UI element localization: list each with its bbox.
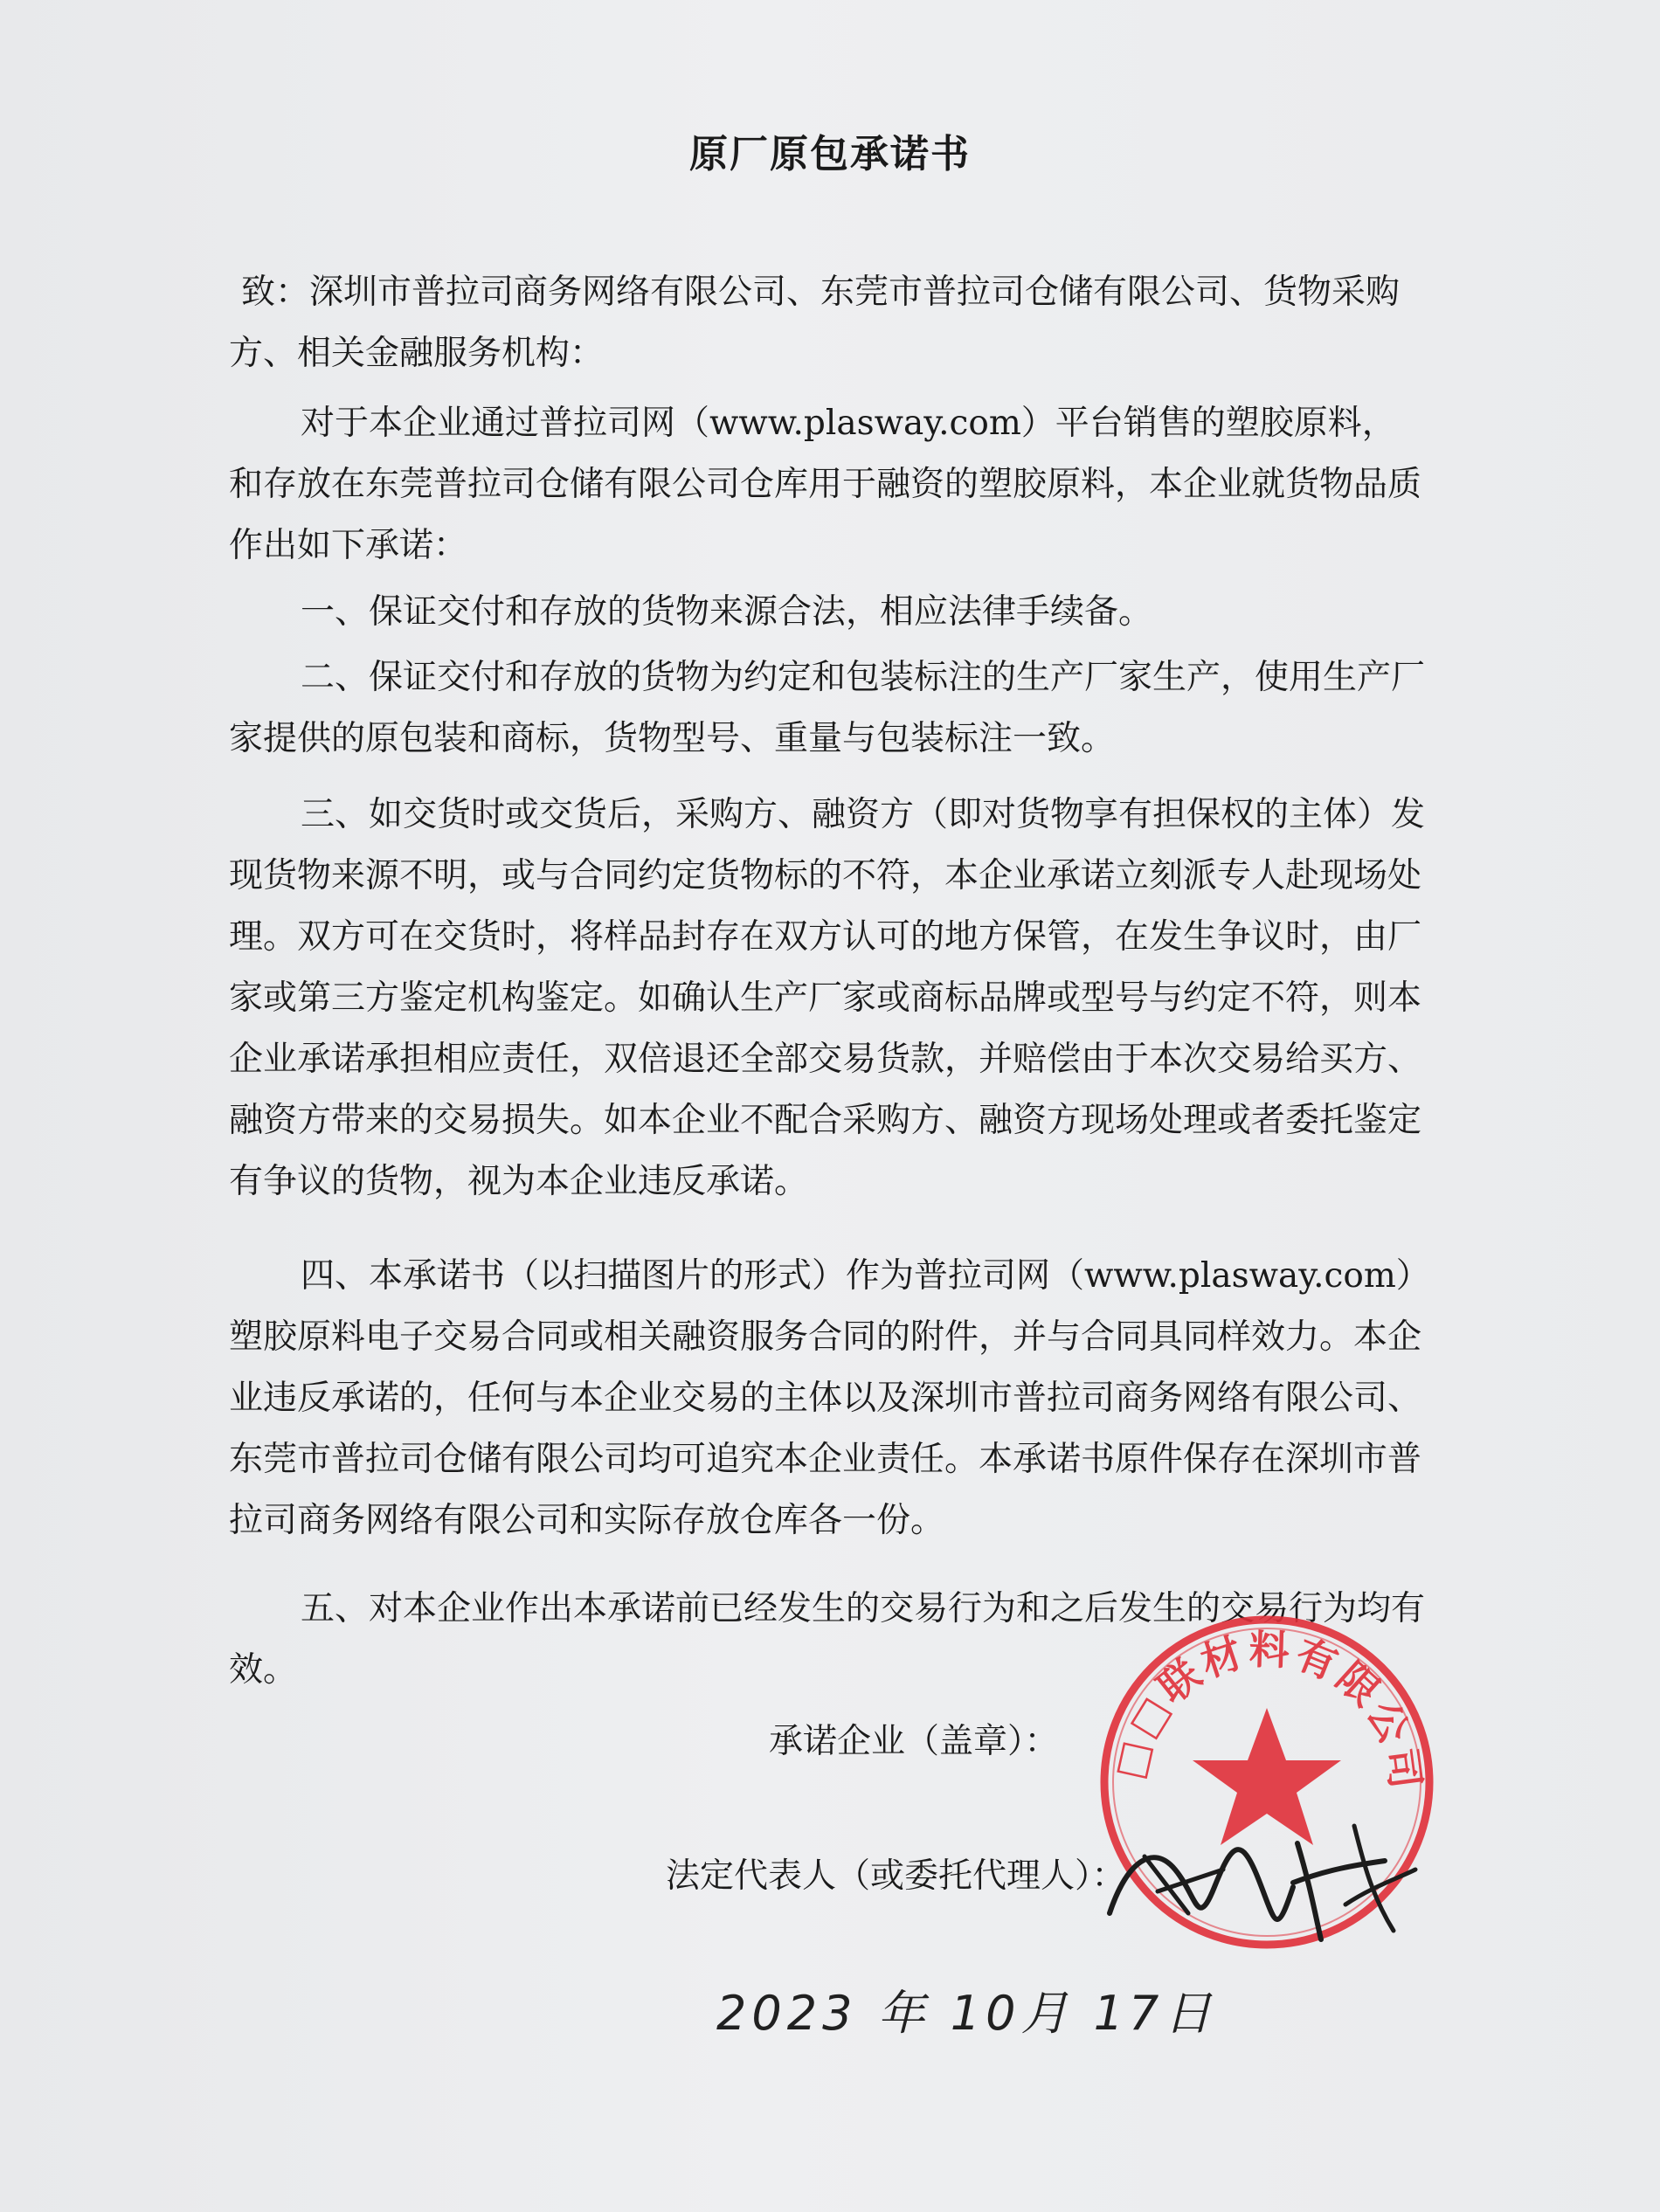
commitment-item-3: 三、如交货时或交货后，采购方、融资方（即对货物享有担保权的主体）发现货物来源不明，或与合同约定货物标的不符，本企业承诺立刻派专人赴现场处理。双方可在交货时，将样品封存在双方认可的地方保管，在发生争议时，由厂家或第三方鉴定机构鉴定。如确认生产厂家或商标品牌或型号与约定不符，则本企业承诺承担相应责任，双倍退还全部交易货款，并赔偿由于本次交易给买方、融资方带来的交易损失。如本企业不配合采购方、融资方现场处理或者委托鉴定有争议的货物，视为本企业违反承诺。 (229, 795, 1426, 1201)
legal-rep-label: 法定代表人（或委托代理人）： (666, 1856, 1126, 1896)
commitment-item-5: 五、对本企业作出本承诺前已经发生的交易行为和之后发生的交易行为均有效。 (229, 1589, 1426, 1690)
handwritten-signature (1092, 1808, 1424, 1957)
intro-paragraph: 对于本企业通过普拉司网（www.plasway.com）平台销售的塑胶原料，和存放在东莞普拉司仓储有限公司仓库用于融资的塑胶原料，本企业就货物品质作出如下承诺： (229, 404, 1422, 565)
company-seal-label: 承诺企业（盖章）： (769, 1722, 1059, 1761)
commitment-item-2: 二、保证交付和存放的货物为约定和包装标注的生产厂家生产，使用生产厂家提供的原包装和商标，货物型号、重量与包装标注一致。 (229, 658, 1426, 758)
handwritten-date: 2023 年 10月 17日 (716, 1986, 1217, 2041)
svg-text:□□联材料有限公司: □□联材料有限公司 (1104, 1625, 1430, 1795)
greeting-paragraph: 致：深圳市普拉司商务网络有限公司、东莞市普拉司仓储有限公司、货物采购方、相关金融服务机构： (229, 273, 1401, 373)
commitment-item-4: 四、本承诺书（以扫描图片的形式）作为普拉司网（www.plasway.com）塑胶原料电子交易合同或相关融资服务合同的附件，并与合同具同样效力。本企业违反承诺的，任何与本企业交易的主体以及深圳市普拉司商务网络有限公司、东莞市普拉司仓储有限公司均可追究本企业责任。本承诺书原件保存在深圳市普拉司商务网络有限公司和实际存放仓库各一份。 (229, 1256, 1422, 1540)
document-title: 原厂原包承诺书 (689, 132, 971, 176)
commitment-item-1: 一、保证交付和存放的货物来源合法，相应法律手续备。 (301, 592, 1153, 632)
